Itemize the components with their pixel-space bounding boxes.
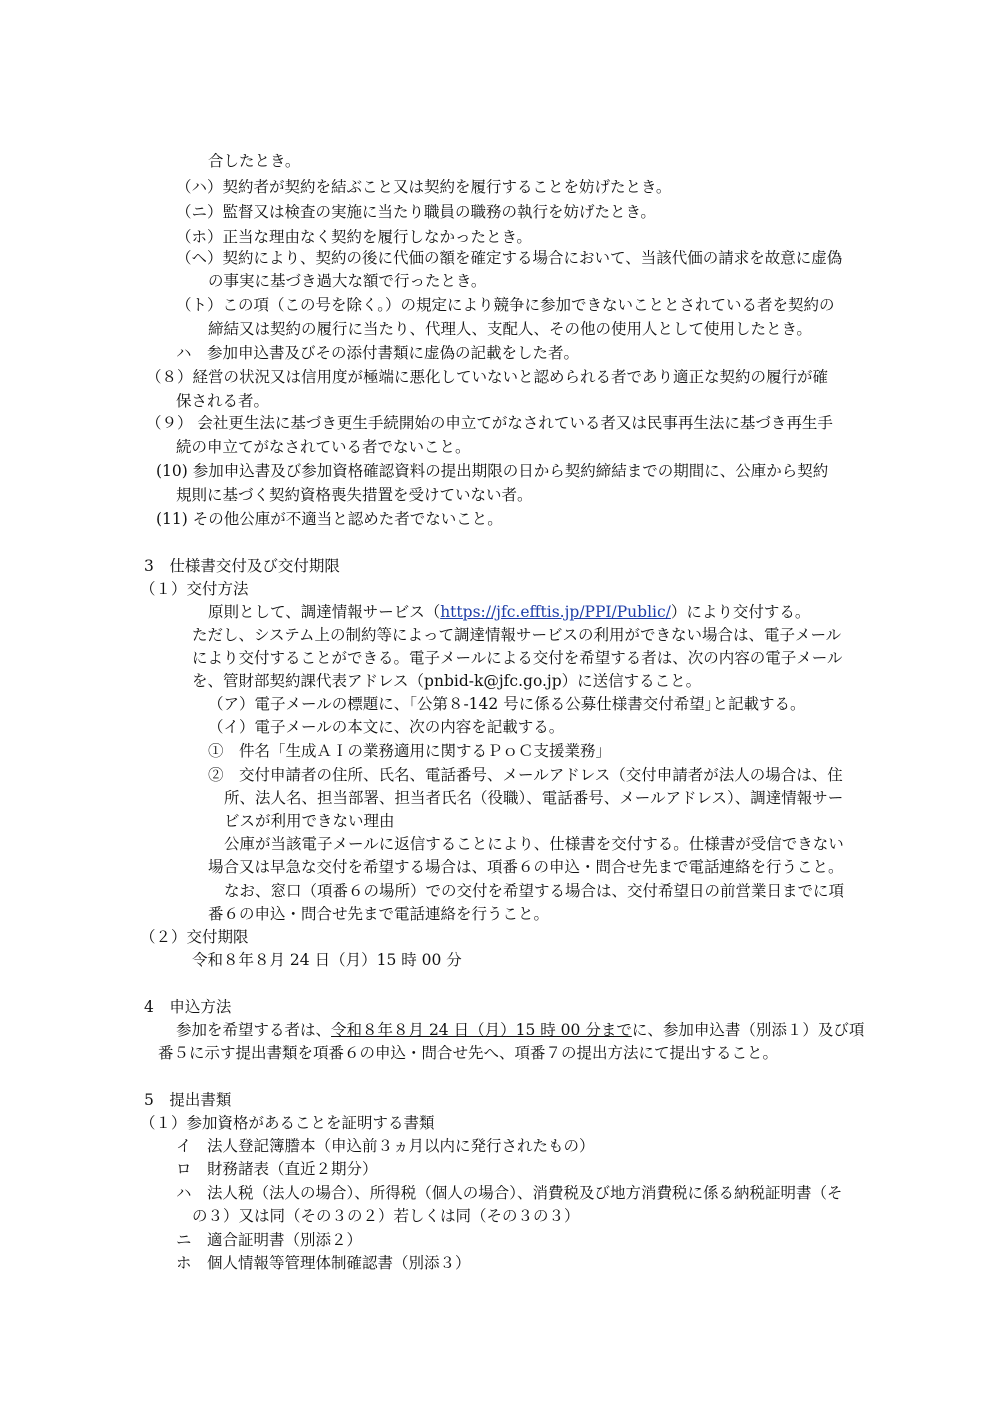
text-line: 公庫が当該電子メールに返信することにより、仕様書を交付する。仕様書が受信できない bbox=[224, 835, 844, 853]
deadline-text: 令和８年８月 24 日（月）15 時 00 分 bbox=[192, 951, 462, 969]
procurement-service-link[interactable]: https://jfc.efftis.jp/PPI/Public/ bbox=[440, 603, 671, 621]
list-item-he: （ヘ）契約により、契約の後に代価の額を確定する場合において、当該代価の請求を故意に虚偽 bbox=[176, 249, 843, 267]
list-item-ha: （ハ）契約者が契約を結ぶこと又は契約を履行することを妨げたとき。 bbox=[176, 178, 672, 196]
list-item-8: （８）経営の状況又は信用度が極端に悪化していないと認められる者であり適正な契約の履行が確 bbox=[146, 368, 829, 386]
text-line: 規則に基づく契約資格喪失措置を受けていない者。 bbox=[176, 486, 533, 504]
text-line: 所、法人名、担当部署、担当者氏名（役職）、電話番号、メールアドレス）、調達情報サー bbox=[224, 789, 844, 807]
text-line: により交付することができる。電子メールによる交付を希望する者は、次の内容の電子メール bbox=[192, 649, 843, 667]
text-line bbox=[208, 601, 810, 623]
subsection-heading: （１）参加資格があることを証明する書類 bbox=[140, 1114, 435, 1132]
text-line: ビスが利用できない理由 bbox=[224, 812, 395, 830]
list-item-to: （ト）この項（この号を除く。）の規定により競争に参加できないこととされている者を契約の bbox=[176, 296, 835, 314]
text-line bbox=[176, 1019, 864, 1041]
text-line: 保される者。 bbox=[176, 392, 270, 410]
subsection-heading: （２）交付期限 bbox=[140, 928, 249, 946]
text-line: ただし、システム上の制約等によって調達情報サービスの利用ができない場合は、電子メール bbox=[192, 626, 842, 644]
list-item-11: (11) その他公庫が不適当と認めた者でないこと。 bbox=[156, 510, 503, 528]
section-3-heading: 3 仕様書交付及び交付期限 bbox=[144, 557, 340, 575]
list-item-circled-2: ② 交付申請者の住所、氏名、電話番号、メールアドレス（交付申請者が法人の場合は、住 bbox=[208, 766, 843, 784]
text-line: 場合又は早急な交付を希望する場合は、項番６の申込・問合せ先まで電話連絡を行うこと。 bbox=[208, 858, 844, 876]
text-line: 番６の申込・問合せ先まで電話連絡を行うこと。 bbox=[208, 905, 550, 923]
text-segment: ）により交付する。 bbox=[670, 603, 811, 621]
list-item-i-kana: イ 法人登記簿謄本（申込前３ヵ月以内に発行されたもの） bbox=[176, 1137, 595, 1155]
list-item-i: （イ）電子メールの本文に、次の内容を記載する。 bbox=[208, 718, 565, 736]
text-line: 続の申立てがなされている者でないこと。 bbox=[176, 438, 471, 456]
text-segment: に、参加申込書（別添１）及び項 bbox=[631, 1021, 865, 1039]
text-segment: 原則として、調達情報サービス（ bbox=[208, 603, 441, 621]
text-line: 締結又は契約の履行に当たり、代理人、支配人、その他の使用人として使用したとき。 bbox=[208, 320, 812, 338]
list-item-circled-1: ① 件名「生成ＡＩの業務適用に関するＰｏＣ支援業務」 bbox=[208, 742, 612, 760]
list-item-10: (10) 参加申込書及び参加資格確認資料の提出期限の日から契約締結までの期間に、公庫から契約 bbox=[156, 462, 829, 480]
section-4-heading: 4 申込方法 bbox=[144, 998, 232, 1016]
text-segment: 参加を希望する者は、 bbox=[176, 1021, 332, 1039]
list-item-ho: （ホ）正当な理由なく契約を履行しなかったとき。 bbox=[176, 228, 532, 246]
text-line: 合したとき。 bbox=[208, 152, 301, 170]
list-item-ro: ロ 財務諸表（直近２期分） bbox=[176, 1160, 378, 1178]
text-line: を、管財部契約課代表アドレス（pnbid-k@jfc.go.jp）に送信すること。 bbox=[192, 672, 702, 690]
text-line: なお、窓口（項番６の場所）での交付を希望する場合は、交付希望日の前営業日までに項 bbox=[224, 882, 845, 900]
text-line: の事実に基づき過大な額で行ったとき。 bbox=[208, 272, 487, 290]
list-item-ho: ホ 個人情報等管理体制確認書（別添３） bbox=[176, 1254, 471, 1272]
list-item-ni: （ニ）監督又は検査の実施に当たり職員の職務の執行を妨げたとき。 bbox=[176, 203, 656, 221]
list-item-ha-katakana: ハ 参加申込書及びその添付書類に虚偽の記載をした者。 bbox=[176, 344, 580, 362]
list-item-a: （ア）電子メールの標題に、｢公第８-142 号に係る公募仕様書交付希望｣と記載する。 bbox=[208, 695, 806, 713]
underlined-deadline: 令和８年８月 24 日（月）15 時 00 分まで bbox=[331, 1021, 632, 1039]
list-item-ha: ハ 法人税（法人の場合）、所得税（個人の場合）、消費税及び地方消費税に係る納税証明書（そ bbox=[176, 1184, 843, 1202]
text-line: 番５に示す提出書類を項番６の申込・問合せ先へ、項番７の提出方法にて提出すること。 bbox=[158, 1044, 779, 1062]
list-item-ni: ニ 適合証明書（別添２） bbox=[176, 1231, 363, 1249]
subsection-heading: （１）交付方法 bbox=[140, 580, 249, 598]
text-line: の３）又は同（その３の２）若しくは同（その３の３） bbox=[192, 1207, 580, 1225]
section-5-heading: 5 提出書類 bbox=[144, 1091, 232, 1109]
list-item-9: （９） 会社更生法に基づき更生手続開始の申立てがなされている者又は民事再生法に基づき再生手 bbox=[146, 414, 833, 432]
